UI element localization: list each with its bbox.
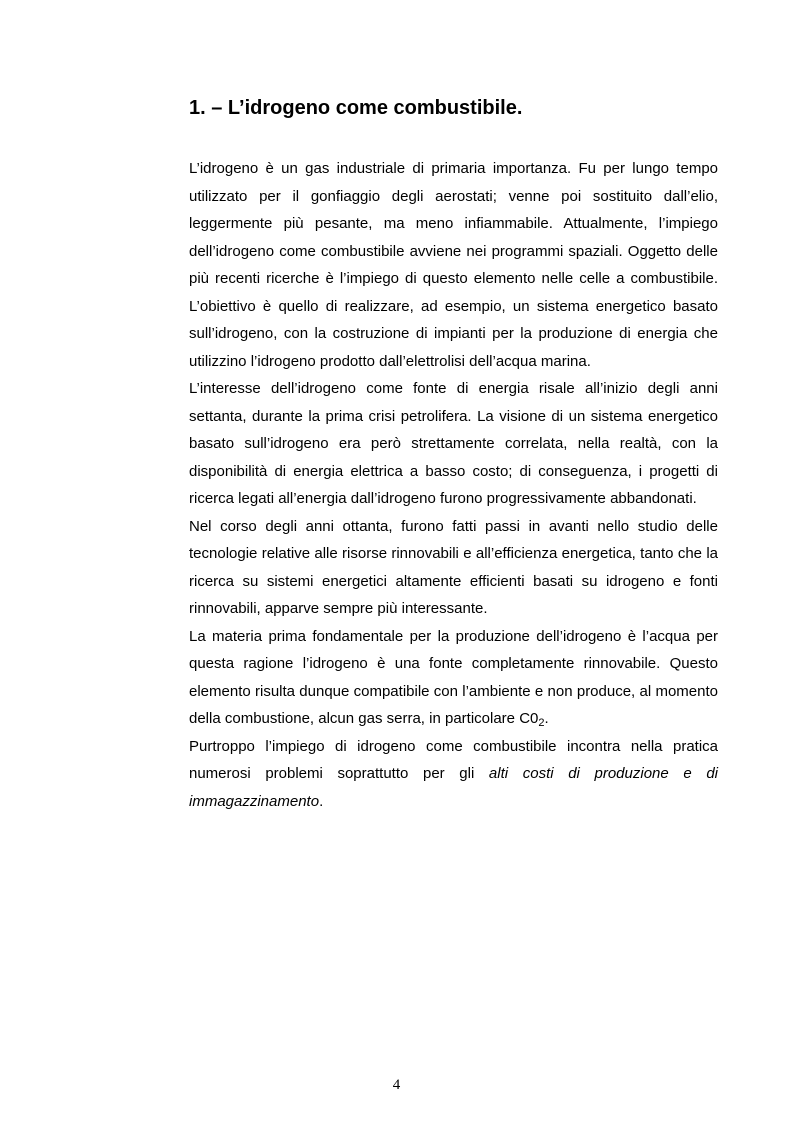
page-number: 4 <box>392 1077 401 1093</box>
section-heading: 1. – L’idrogeno come combustibile. <box>189 97 523 119</box>
paragraph-5-end: . <box>319 792 324 810</box>
co2-formula <box>519 710 544 727</box>
co2-formula-subscript: 2 <box>538 717 545 729</box>
paragraph-5 <box>189 733 718 816</box>
body-text <box>189 155 718 815</box>
paragraph-1: L’idrogeno è un gas industriale di primaria importanza. Fu per lungo tempo utilizzato per il gonfiaggio degli aerostati; venne poi sostituito dall’elio, leggermente più pesante, ma meno infiammabile. Attualmente, l’impiego dell’idrogeno come combustibile avviene nei programmi spaziali. Oggetto delle più recenti ricerche è l’impiego di questo elemento nelle celle a combustibile. L’obiettivo è quello di realizzare, ad esempio, un sistema energetico basato sull’idrogeno, con la costruzione di impianti per la produzione di energia che utilizzino l’idrogeno prodotto dall’elettrolisi dell’acqua marina. <box>189 160 718 370</box>
paragraph-3: Nel corso degli anni ottanta, furono fatti passi in avanti nello studio delle tecnologie relative alle risorse rinnovabili e all’efficienza energetica, tanto che la ricerca su sistemi energetici altamente efficienti basati su idrogeno e fonti rinnovabili, apparve sempre più interessante. <box>189 517 718 617</box>
emphasized-phrase: alti costi di produzione e di immagazzinamento <box>189 765 718 810</box>
paragraph-2: L’interesse dell’idrogeno come fonte di energia risale all’inizio degli anni settanta, durante la prima crisi petrolifera. La visione di un sistema energetico basato sull’idrogeno era però strettamente correlata, nella realtà, con la disponibilità di energia elettrica a basso costo; di conseguenza, i progetti di ricerca legati all’energia dall’idrogeno furono progressivamente abbandonati. <box>189 380 718 507</box>
paragraph-4-end: . <box>544 710 549 727</box>
paragraph-4-text: La materia prima fondamentale per la produzione dell’idrogeno è l’acqua per questa ragione l’idrogeno è una fonte completamente rinnovabile. Questo elemento risulta dunque compatibile con l’ambiente e non produce, al momento della combustione, alcun gas serra, in particolare <box>189 627 718 727</box>
co2-formula-base: C0 <box>519 710 539 727</box>
paragraph-4 <box>189 623 718 733</box>
paragraph-5-text: Purtroppo l’impiego di idrogeno come combustibile incontra nella pratica numerosi problemi soprattutto per gli <box>189 737 718 782</box>
